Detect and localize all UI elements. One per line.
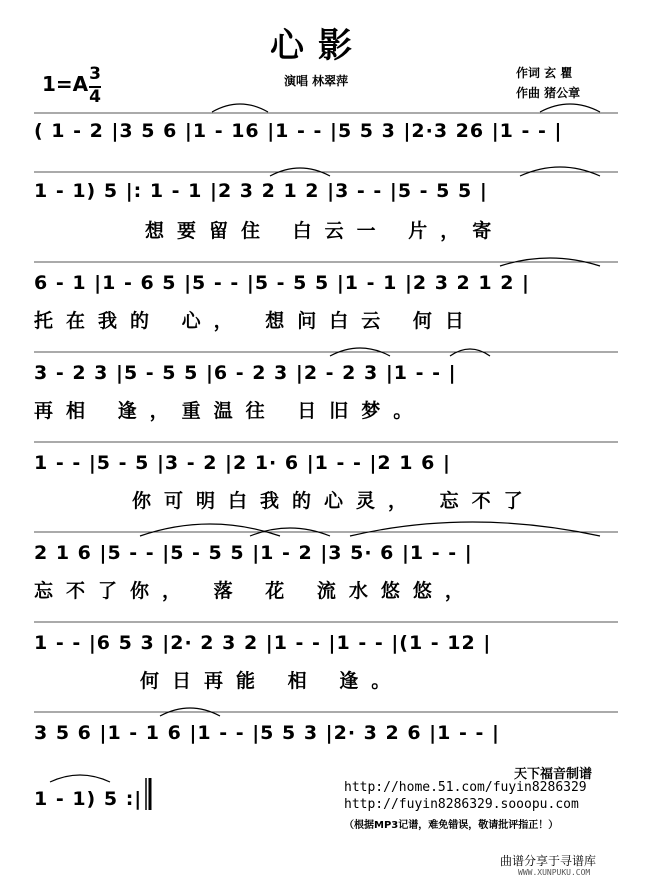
time-signature-bottom: 4 [89, 87, 101, 107]
notation-line-9: 1 - 1) 5 :| [34, 788, 143, 810]
lyric-line-2: 想要留住 白云一 片，寄 [145, 220, 505, 242]
notation-line-7: 1 - - |6 5 3 |2· 2 3 2 |1 - - |1 - - |(1 - 12 | [34, 632, 492, 654]
lyric-line-7: 何日再能 相 逢。 [140, 670, 404, 692]
song-title: 心影 [270, 26, 366, 66]
time-signature-top: 3 [89, 64, 101, 84]
composer-credit: 作曲 猪公章 [516, 86, 581, 100]
slur [140, 524, 280, 536]
site-url[interactable]: WWW.XUNPUKU.COM [518, 868, 591, 877]
notation-line-3: 6 - 1 |1 - 6 5 |5 - - |5 - 5 5 |1 - 1 |2 3 2 1 2 | [34, 272, 530, 294]
lyric-line-5: 你可明白我的心灵， 忘不了 [132, 490, 536, 512]
lyric-line-6: 忘不了你， 落 花 流水悠悠， [34, 580, 477, 602]
disclaimer: （根据MP3记谱，难免错误，敬请批评指正！） [344, 820, 559, 831]
url-sooopu[interactable]: http://fuyin8286329.sooopu.com [344, 797, 579, 812]
slur [212, 104, 268, 112]
slur [540, 104, 600, 112]
key-signature: 1=A [42, 72, 89, 96]
slur [350, 522, 600, 536]
notation-line-6: 2 1 6 |5 - - |5 - 5 5 |1 - 2 |3 5· 6 |1 - - | [34, 542, 473, 564]
share-note: 曲谱分享于寻谱库 [500, 854, 597, 868]
lyric-line-4: 再相 逢，重温往 日旧梦。 [34, 400, 426, 422]
brand-label: 天下福音制谱 [514, 767, 593, 782]
notation-line-1: ( 1 - 2 |3 5 6 |1 - 16 |1 - - |5 5 3 |2·3 26 |1 - - | [34, 120, 563, 142]
lyricist-credit: 作词 玄 瞿 [516, 66, 573, 80]
slur [50, 775, 110, 782]
singer-credit: 演唱 林翠萍 [284, 74, 349, 88]
lyric-line-3: 托在我的 心， 想问白云 何日 [34, 310, 477, 332]
notation-line-4: 3 - 2 3 |5 - 5 5 |6 - 2 3 |2 - 2 3 |1 - - | [34, 362, 457, 384]
notation-line-5: 1 - - |5 - 5 |3 - 2 |2 1· 6 |1 - - |2 1 6 | [34, 452, 451, 474]
url-home[interactable]: http://home.51.com/fuyin8286329 [344, 780, 587, 795]
notation-line-2: 1 - 1) 5 |: 1 - 1 |2 3 2 1 2 |3 - - |5 - 5 5 | [34, 180, 488, 202]
notation-line-8: 3 5 6 |1 - 1 6 |1 - - |5 5 3 |2· 3 2 6 |1 - - | [34, 722, 500, 744]
